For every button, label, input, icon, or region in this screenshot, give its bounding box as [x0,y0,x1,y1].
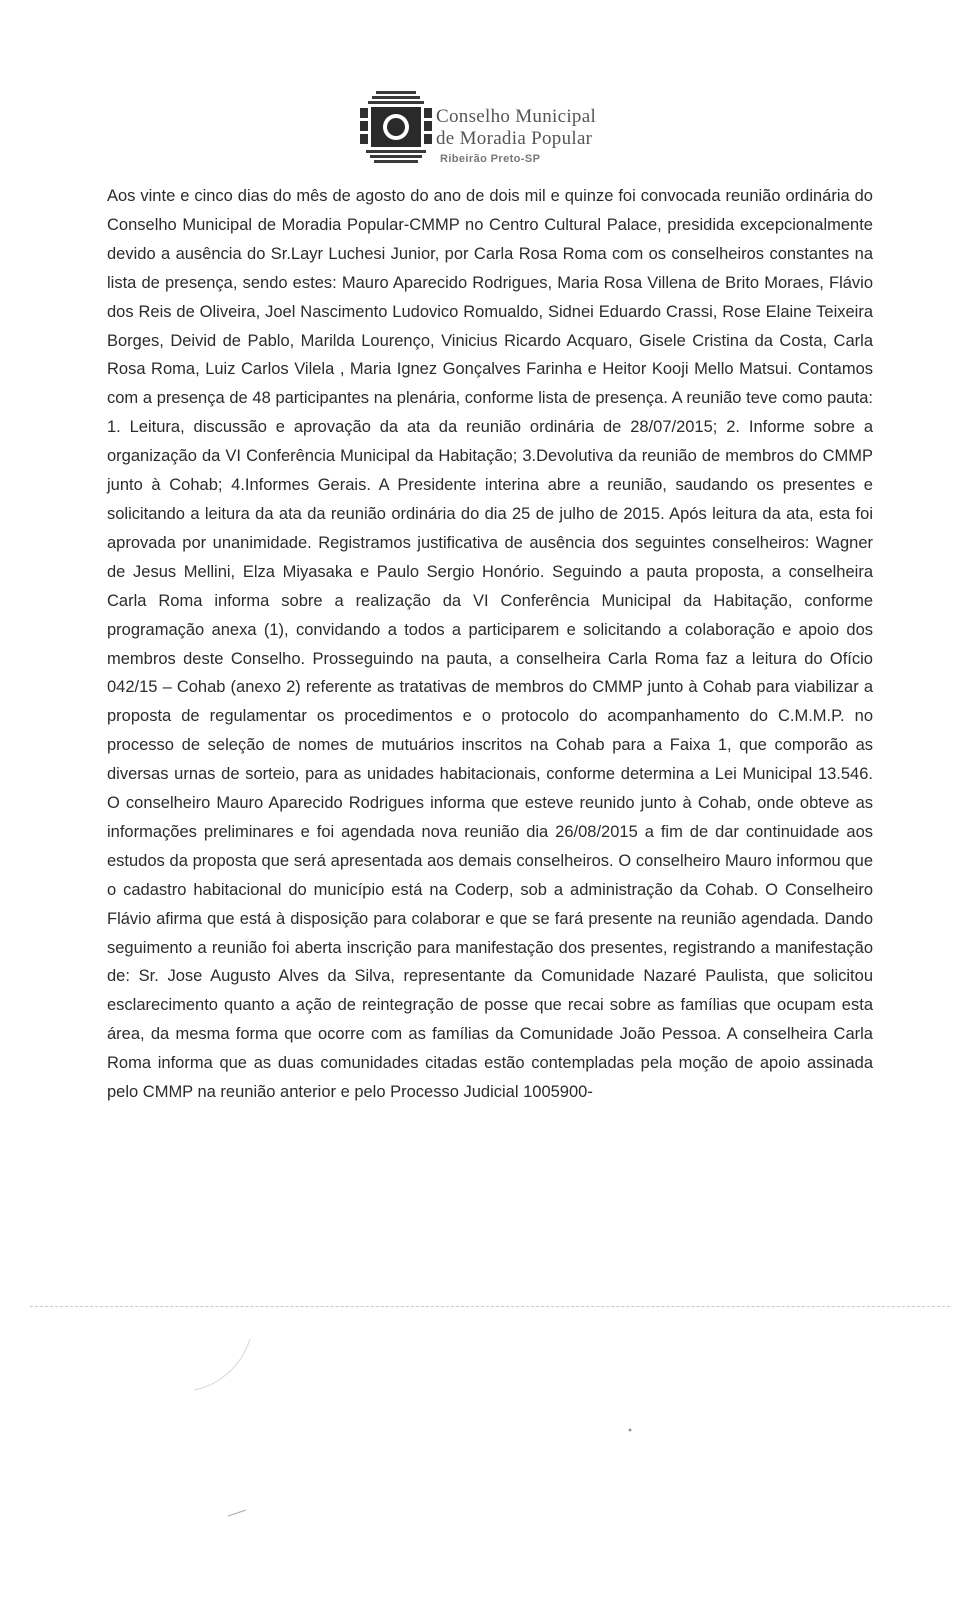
org-name-line1: Conselho Municipal [436,106,597,127]
letterhead [358,91,658,171]
org-name-line2: de Moradia Popular [436,128,593,149]
scan-dot-mark [625,1425,635,1435]
page-divider [30,1306,950,1307]
org-city: Ribeirão Preto-SP [440,153,541,165]
council-building-seal-icon [358,91,434,167]
scan-stroke-mark [190,1335,260,1395]
minutes-paragraph: Aos vinte e cinco dias do mês de agosto do ano de dois mil e quinze foi convocada reunião ordinária do Conselho Municipal de Moradia Popular-CMMP no Centro Cultural Palace, presidida excepcionalmente devido a ausência do Sr.Layr Luchesi Junior, por Carla Rosa Roma com os conselheiros constantes na lista de presença, sendo estes: Mauro Aparecido Rodrigues, Maria Rosa Villena de Brito Moraes, Flávio dos Reis de Oliveira, Joel Nascimento Ludovico Romualdo, Sidnei Eduardo Crassi, Rose Elaine Teixeira Borges, Deivid de Pablo, Marilda Lourenço, Vinicius Ricardo Acquaro, Gisele Cristina da Costa, Carla Rosa Roma, Luiz Carlos Vilela , Maria Ignez Gonçalves Farinha e Heitor Kooji Mello Matsui. Contamos com a presença de 48 participantes na plenária, conforme lista de presença. A reunião teve como pauta: 1. Leitura, discussão e aprovação da ata da reunião ordinária de 28/07/2015; 2. Informe sobre a organização da VI Conferência Municipal da Habitação; 3.Devolutiva da reunião de membros do CMMP junto à Cohab; 4.Informes Gerais. A Presidente interina abre a reunião, saudando os presentes e solicitando a leitura da ata da reunião ordinária do dia 25 de julho de 2015. Após leitura da ata, esta foi aprovada por unanimidade. Registramos justificativa de ausência dos seguintes conselheiros: Wagner de Jesus Mellini, Elza Miyasaka e Paulo Sergio Honório. Seguindo a pauta proposta, a conselheira Carla Roma informa sobre a realização da VI Conferência Municipal da Habitação, conforme programação anexa (1), convidando a todos a participarem e solicitando a colaboração e apoio dos membros deste Conselho. Prosseguindo na pauta, a conselheira Carla Roma faz a leitura do Ofício 042/15 – Cohab (anexo 2) referente as tratativas de membros do CMMP junto à Cohab para viabilizar a proposta de regulamentar os procedimentos e o protocolo do acompanhamento do C.M.M.P. no processo de seleção de nomes de mutuários inscritos na Cohab para a Faixa 1, que comporão as diversas urnas de sorteio, para as unidades habitacionais, conforme determina a Lei Municipal 13.546. O conselheiro Mauro Aparecido Rodrigues informa que esteve reunido junto à Cohab, onde obteve as informações preliminares e foi agendada nova reunião dia 26/08/2015 a fim de dar continuidade aos estudos da proposta que será apresentada aos demais conselheiros. O conselheiro Mauro informou que o cadastro habitacional do município está na Coderp, sob a administração da Cohab. O Conselheiro Flávio afirma que está à disposição para colaborar e que se fará presente na reunião agendada. Dando seguimento a reunião foi aberta inscrição para manifestação dos presentes, registrando a manifestação de: Sr. Jose Augusto Alves da Silva, representante da Comunidade Nazaré Paulista, que solicitou esclarecimento quanto a ação de reintegração de posse que recai sobre as famílias que ocupam esta área, da mesma forma que ocorre com as famílias da Comunidade João Pessoa. A conselheira Carla Roma informa que as duas comunidades citadas estão contempladas pela moção de apoio assinada pelo CMMP na reunião anterior e pelo Processo Judicial 1005900- [107,187,873,1102]
scan-dash-mark [226,1508,250,1518]
